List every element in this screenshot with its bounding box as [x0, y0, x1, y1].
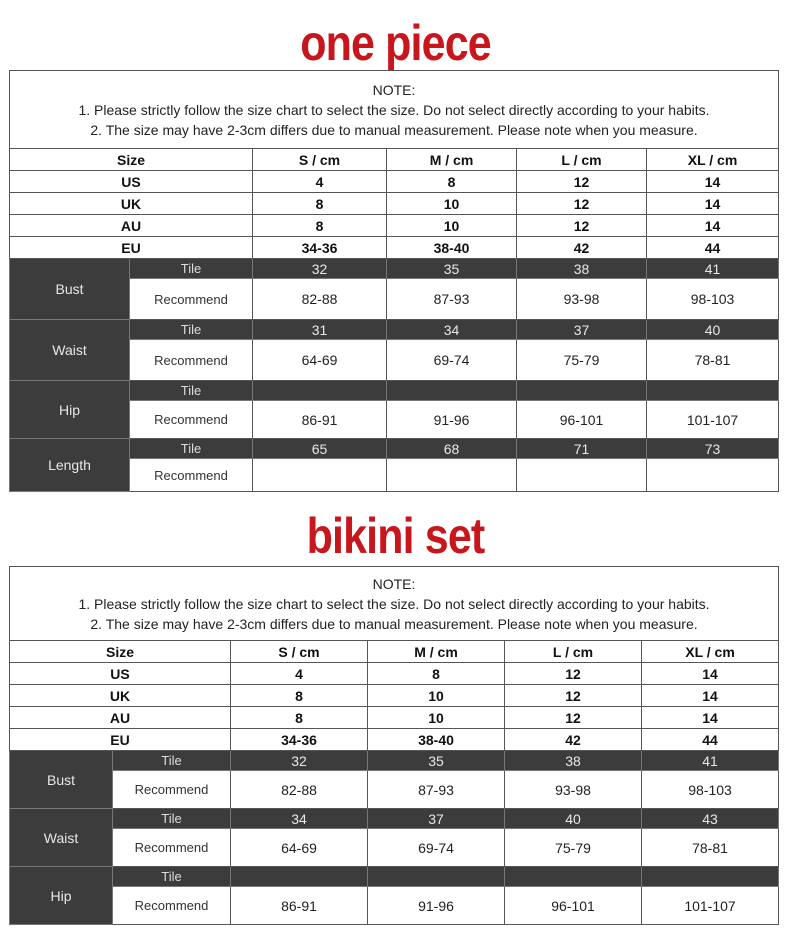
recommend-cell: 96-101: [517, 401, 647, 439]
size-cell: 14: [647, 171, 779, 193]
recommend-cell: 78-81: [642, 829, 779, 867]
recommend-cell: 75-79: [517, 340, 647, 381]
size-row-eu: [10, 237, 779, 259]
header-s: S / cm: [231, 641, 368, 663]
note-line-2: 2. The size may have 2-3cm differs due to manual measurement. Please note when you measure.: [90, 121, 698, 138]
recommend-cell: 64-69: [253, 340, 387, 381]
note-box: [10, 71, 779, 149]
recommend-cell: [647, 459, 779, 492]
hip-label: Hip: [10, 867, 113, 925]
recommend-cell: 87-93: [387, 279, 517, 320]
header-xl: XL / cm: [647, 149, 779, 171]
tile-cell: [505, 867, 642, 887]
recommend-cell: 75-79: [505, 829, 642, 867]
tile-cell: [642, 867, 779, 887]
bust-label: Bust: [10, 751, 113, 809]
recommend-cell: 91-96: [387, 401, 517, 439]
size-cell: 12: [517, 171, 647, 193]
tile-cell: 43: [642, 809, 779, 829]
hip-tile-row: [10, 381, 779, 401]
tile-cell: 32: [253, 259, 387, 279]
size-label: AU: [10, 707, 231, 729]
header-row: [10, 149, 779, 171]
size-cell: 10: [387, 215, 517, 237]
header-size: Size: [10, 641, 231, 663]
length-label: Length: [10, 439, 130, 492]
tile-cell: 38: [505, 751, 642, 771]
recommend-cell: 64-69: [231, 829, 368, 867]
recommend-cell: [253, 459, 387, 492]
tile-cell: 37: [368, 809, 505, 829]
recommend-cell: 69-74: [387, 340, 517, 381]
size-cell: 34-36: [231, 729, 368, 751]
size-cell: 10: [387, 193, 517, 215]
one-piece-size-chart: [9, 70, 779, 492]
tile-cell: 40: [505, 809, 642, 829]
recommend-cell: 78-81: [647, 340, 779, 381]
size-cell: 12: [517, 215, 647, 237]
size-cell: 12: [505, 685, 642, 707]
bust-tile-row: [10, 751, 779, 771]
recommend-cell: 86-91: [253, 401, 387, 439]
tile-label: Tile: [130, 381, 253, 401]
tile-cell: 34: [387, 320, 517, 340]
recommend-cell: 82-88: [253, 279, 387, 320]
size-cell: 42: [505, 729, 642, 751]
tile-label: Tile: [113, 809, 231, 829]
waist-label: Waist: [10, 320, 130, 381]
tile-cell: 35: [387, 259, 517, 279]
tile-cell: [253, 381, 387, 401]
size-cell: 4: [231, 663, 368, 685]
tile-cell: 41: [647, 259, 779, 279]
size-cell: 8: [253, 193, 387, 215]
note-line-1: 1. Please strictly follow the size chart to select the size. Do not select directly according to your habits.: [78, 595, 710, 612]
tile-cell: 31: [253, 320, 387, 340]
bust-label: Bust: [10, 259, 130, 320]
bikini-set-title: bikini set: [306, 508, 485, 564]
tile-cell: [231, 867, 368, 887]
size-cell: 14: [647, 215, 779, 237]
recommend-label: Recommend: [130, 459, 253, 492]
tile-cell: [368, 867, 505, 887]
tile-cell: [647, 381, 779, 401]
size-cell: 14: [642, 707, 779, 729]
tile-cell: 38: [517, 259, 647, 279]
note-box: [10, 567, 779, 641]
recommend-label: Recommend: [113, 771, 231, 809]
size-cell: 8: [368, 663, 505, 685]
tile-cell: [517, 381, 647, 401]
tile-cell: 71: [517, 439, 647, 459]
recommend-label: Recommend: [130, 401, 253, 439]
recommend-cell: 101-107: [642, 887, 779, 925]
recommend-cell: 93-98: [517, 279, 647, 320]
size-cell: 8: [387, 171, 517, 193]
size-row-uk: [10, 193, 779, 215]
size-row-au: [10, 707, 779, 729]
size-cell: 14: [642, 663, 779, 685]
recommend-label: Recommend: [113, 829, 231, 867]
size-cell: 12: [505, 663, 642, 685]
size-label: AU: [10, 215, 253, 237]
size-row-au: [10, 215, 779, 237]
size-label: EU: [10, 237, 253, 259]
size-cell: 44: [647, 237, 779, 259]
hip-recommend-row: [10, 887, 779, 925]
tile-cell: 68: [387, 439, 517, 459]
recommend-label: Recommend: [113, 887, 231, 925]
note-heading: NOTE:: [372, 81, 416, 98]
size-cell: 8: [231, 685, 368, 707]
bust-tile-row: [10, 259, 779, 279]
size-cell: 38-40: [387, 237, 517, 259]
recommend-label: Recommend: [130, 279, 253, 320]
size-cell: 8: [253, 215, 387, 237]
tile-cell: 41: [642, 751, 779, 771]
header-m: M / cm: [368, 641, 505, 663]
size-label: US: [10, 171, 253, 193]
size-cell: 14: [647, 193, 779, 215]
size-row-us: [10, 663, 779, 685]
size-row-uk: [10, 685, 779, 707]
tile-label: Tile: [130, 439, 253, 459]
waist-label: Waist: [10, 809, 113, 867]
tile-label: Tile: [113, 751, 231, 771]
bikini-set-size-chart: [9, 566, 779, 925]
recommend-cell: [517, 459, 647, 492]
recommend-cell: 93-98: [505, 771, 642, 809]
note-line-2: 2. The size may have 2-3cm differs due to manual measurement. Please note when you measure.: [90, 615, 698, 632]
hip-tile-row: [10, 867, 779, 887]
recommend-label: Recommend: [130, 340, 253, 381]
size-cell: 12: [517, 193, 647, 215]
recommend-cell: 87-93: [368, 771, 505, 809]
hip-label: Hip: [10, 381, 130, 439]
length-tile-row: [10, 439, 779, 459]
size-cell: 38-40: [368, 729, 505, 751]
header-s: S / cm: [253, 149, 387, 171]
recommend-cell: 96-101: [505, 887, 642, 925]
size-cell: 42: [517, 237, 647, 259]
size-label: EU: [10, 729, 231, 751]
tile-cell: [387, 381, 517, 401]
size-cell: 10: [368, 707, 505, 729]
one-piece-title: one piece: [300, 15, 491, 71]
tile-cell: 34: [231, 809, 368, 829]
header-l: L / cm: [517, 149, 647, 171]
header-l: L / cm: [505, 641, 642, 663]
size-label: US: [10, 663, 231, 685]
tile-cell: 32: [231, 751, 368, 771]
waist-tile-row: [10, 809, 779, 829]
recommend-cell: 86-91: [231, 887, 368, 925]
size-cell: 12: [505, 707, 642, 729]
header-m: M / cm: [387, 149, 517, 171]
recommend-cell: 91-96: [368, 887, 505, 925]
size-cell: 14: [642, 685, 779, 707]
size-row-us: [10, 171, 779, 193]
recommend-cell: [387, 459, 517, 492]
header-size: Size: [10, 149, 253, 171]
tile-cell: 65: [253, 439, 387, 459]
recommend-cell: 98-103: [642, 771, 779, 809]
size-label: UK: [10, 685, 231, 707]
recommend-cell: 101-107: [647, 401, 779, 439]
waist-recommend-row: [10, 829, 779, 867]
header-row: [10, 641, 779, 663]
size-label: UK: [10, 193, 253, 215]
tile-cell: 73: [647, 439, 779, 459]
recommend-cell: 69-74: [368, 829, 505, 867]
note-heading: NOTE:: [372, 575, 416, 592]
tile-cell: 37: [517, 320, 647, 340]
note-line-1: 1. Please strictly follow the size chart to select the size. Do not select directly according to your habits.: [78, 101, 710, 118]
size-cell: 8: [231, 707, 368, 729]
tile-label: Tile: [130, 259, 253, 279]
size-cell: 4: [253, 171, 387, 193]
size-cell: 10: [368, 685, 505, 707]
tile-label: Tile: [130, 320, 253, 340]
size-cell: 44: [642, 729, 779, 751]
size-cell: 34-36: [253, 237, 387, 259]
header-xl: XL / cm: [642, 641, 779, 663]
tile-cell: 35: [368, 751, 505, 771]
recommend-cell: 98-103: [647, 279, 779, 320]
size-row-eu: [10, 729, 779, 751]
recommend-cell: 82-88: [231, 771, 368, 809]
tile-label: Tile: [113, 867, 231, 887]
waist-tile-row: [10, 320, 779, 340]
bust-recommend-row: [10, 771, 779, 809]
tile-cell: 40: [647, 320, 779, 340]
